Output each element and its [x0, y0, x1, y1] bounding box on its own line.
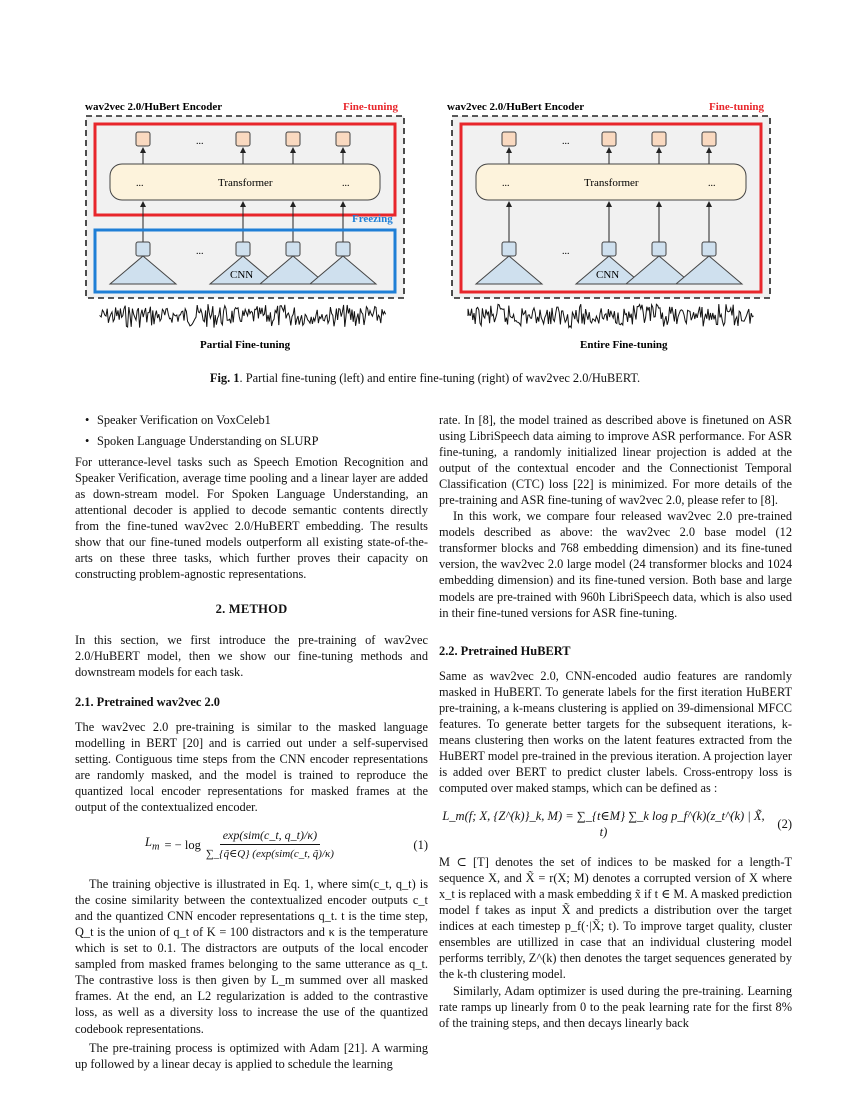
paragraph: For utterance-level tasks such as Speech Emotion Recognition and Speaker Verification, average time pooling and a linear layer are added as down-stream model. For Spoken Language Understanding, an attentional decoder is applied to decode semantic contents directly from the fine-tuned wav2vec 2.0/HuBERT embedding. The results show that our fine-tuned models outperform all existing state-of-the-arts on these three tasks, which further proves their capacity on constructing problem-agnostic representations. — [75, 455, 428, 582]
dots: ... — [562, 136, 570, 147]
right-panel — [447, 101, 770, 351]
output-node — [236, 132, 250, 146]
paragraph: rate. In [8], the model trained as described above is finetuned on ASR using LibriSpeech data aiming to improve ASR performance. For ASR fine-tuning, a randomly initialized linear projection is added at the output of the contextual encoder and the Connectionist Temporal Classification (CTC) loss [22] is minimized. For more details of the pre-training and ASR fine-tuning of wav2vec 2.0, please refer to [8]. — [439, 413, 792, 508]
dots: ... — [502, 178, 510, 189]
paragraph: In this work, we compare four released wav2vec 2.0 pre-trained models described as above: the wav2vec 2.0 base model (12 transformer blocks and 768 embedding dimension) and its fine-tuned version, the wav2vec 2.0 large model (24 transformer blocks and 1024 embedding dimension) and its fine-tuned version. Both base and large models are pre-trained with 960h LibriSpeech data, which is also used in their fine-tuned versions for ASR fine-tuning. — [439, 509, 792, 620]
task-bullets — [75, 412, 428, 449]
transformer-label: Transformer — [218, 177, 273, 189]
equation-number: (2) — [777, 817, 792, 832]
freezing-label: Freezing — [352, 213, 393, 225]
right-finetune-label: Fine-tuning — [709, 101, 765, 113]
dots: ... — [136, 178, 144, 189]
figure-caption — [0, 371, 850, 386]
paragraph: In this section, we first introduce the pre-training of wav2vec 2.0/HuBERT model, then we show our fine-tuning methods and downstream models for each task. — [75, 632, 428, 679]
dots: ... — [196, 246, 204, 257]
equation-1 — [75, 827, 428, 862]
figure-1 — [70, 96, 790, 358]
output-node — [286, 132, 300, 146]
figure-diagram — [70, 96, 790, 358]
eq1-mid: = − log — [164, 837, 201, 852]
paragraph: The pre-training process is optimized with Adam [21]. A warming up followed by a linear decay is applied to schedule the learning — [75, 1040, 428, 1071]
eq1-lhs: L — [145, 834, 152, 849]
output-node — [136, 132, 150, 146]
paragraph: The wav2vec 2.0 pre-training is similar to the masked language modelling in BERT [20] and is carried out under a self-supervised setting. Contiguous time steps from the CNN encoder representations are randomly masked, and the model is trained to reproduce the quantized local encoder representations for masked frames at the output of the contextualized encoder. — [75, 719, 428, 814]
left-panel — [85, 101, 404, 351]
right-bottom-label: Entire Fine-tuning — [580, 339, 668, 351]
cnn-label: CNN — [596, 269, 620, 281]
left-encoder-label: wav2vec 2.0/HuBert Encoder — [85, 101, 223, 113]
output-node — [502, 132, 516, 146]
output-node — [652, 132, 666, 146]
subsection-title: 2.2. Pretrained HuBERT — [439, 643, 571, 658]
caption-text: . Partial fine-tuning (left) and entire fine-tuning (right) of wav2vec 2.0/HuBERT. — [239, 371, 641, 385]
dots: ... — [342, 178, 350, 189]
eq1-denominator: ∑_{q̃∈Q} (exp(sim(c_t, q̃)/κ) — [205, 848, 334, 861]
bullet-item: • Speaker Verification on VoxCeleb1 — [75, 412, 428, 428]
output-node — [336, 132, 350, 146]
left-bottom-label: Partial Fine-tuning — [200, 339, 291, 351]
output-node — [702, 132, 716, 146]
paragraph: The training objective is illustrated in Eq. 1, where sim(c_t, q_t) is the cosine similarity between the contextualized encoder outputs c_t and the quantized CNN encoder representations q_t. t is the time step, Q_t is the union of q_t of K = 100 distractors and κ is the temperature which is set to 0.1. The distractors are outputs of the local encoder sampled from masked frames belonging to the same utterance as q_t. The contrastive loss is then given by L_m summed over all masked frames. At the end, an L2 regularization is added to the contrastive loss, as well as a diversity loss to increase the use of the quantized codebook representations. — [75, 877, 428, 1036]
paragraph: M ⊂ [T] denotes the set of indices to be masked for a length-T sequence X, and X̃ = r(X; M) denotes a corrupted version of X where x_t is replaced with a mask embedding x̃ if t ∈ M. A masked prediction model f takes as input X̃ and predicts a distribution over the target indices at each timestep p_f(·|X̃; t). To improve target quality, cluster ensembles are utillized in case that an individual clustering model performs terribly, Z^(k) then denotes the target sequences generated by the k-th clustering model. — [439, 855, 792, 982]
bullet-item: • Spoken Language Understanding on SLURP — [75, 433, 428, 449]
cnn-units — [476, 242, 742, 284]
dots: ... — [708, 178, 716, 189]
eq1-sub: m — [151, 841, 160, 853]
transformer-label: Transformer — [584, 177, 639, 189]
waveform — [100, 304, 386, 327]
section-title: 2. METHOD — [215, 602, 288, 617]
right-encoder-label: wav2vec 2.0/HuBert Encoder — [447, 101, 585, 113]
dots: ... — [562, 246, 570, 257]
waveform — [468, 304, 754, 328]
right-column — [439, 412, 792, 1031]
left-column — [75, 412, 428, 1072]
paragraph: Same as wav2vec 2.0, CNN-encoded audio features are randomly masked in HuBERT. To generate labels for the first iteration HuBERT pre-training, a k-means clustering is applied on 39-dimensional MFCC features. To generate better targets for the subsequent iterations, k-means clustering then works on the latent features extracted from the HuBERT model pre-trained in the previous iteration. A projection layer is added over BERT to predict cluster labels. Cross-entropy loss is computed over maked stamps, which can be defined as : — [439, 668, 792, 795]
equation-number: (1) — [413, 837, 428, 852]
cnn-units — [110, 242, 376, 284]
equation-2 — [439, 808, 792, 840]
eq1-numerator: exp(sim(c_t, q_t)/κ) — [220, 827, 320, 845]
eq1-fraction — [206, 827, 334, 862]
cnn-label: CNN — [230, 269, 254, 281]
caption-prefix: Fig. 1 — [209, 371, 240, 385]
eq2-body: L_m(f; X, {Z^(k)}_k, M) = ∑_{t∈M} ∑_k log p_f^(k)(z_t^(k) | X̃, t) — [442, 809, 765, 840]
subsection-title: 2.1. Pretrained wav2vec 2.0 — [75, 694, 220, 709]
left-finetune-label: Fine-tuning — [343, 101, 399, 113]
paragraph: Similarly, Adam optimizer is used during the pre-training. Learning rate ramps up linearly from 0 to the peak learning rate for the first 8% of the training steps, and then decays linearly back — [439, 983, 792, 1030]
dots: ... — [196, 136, 204, 147]
output-node — [602, 132, 616, 146]
